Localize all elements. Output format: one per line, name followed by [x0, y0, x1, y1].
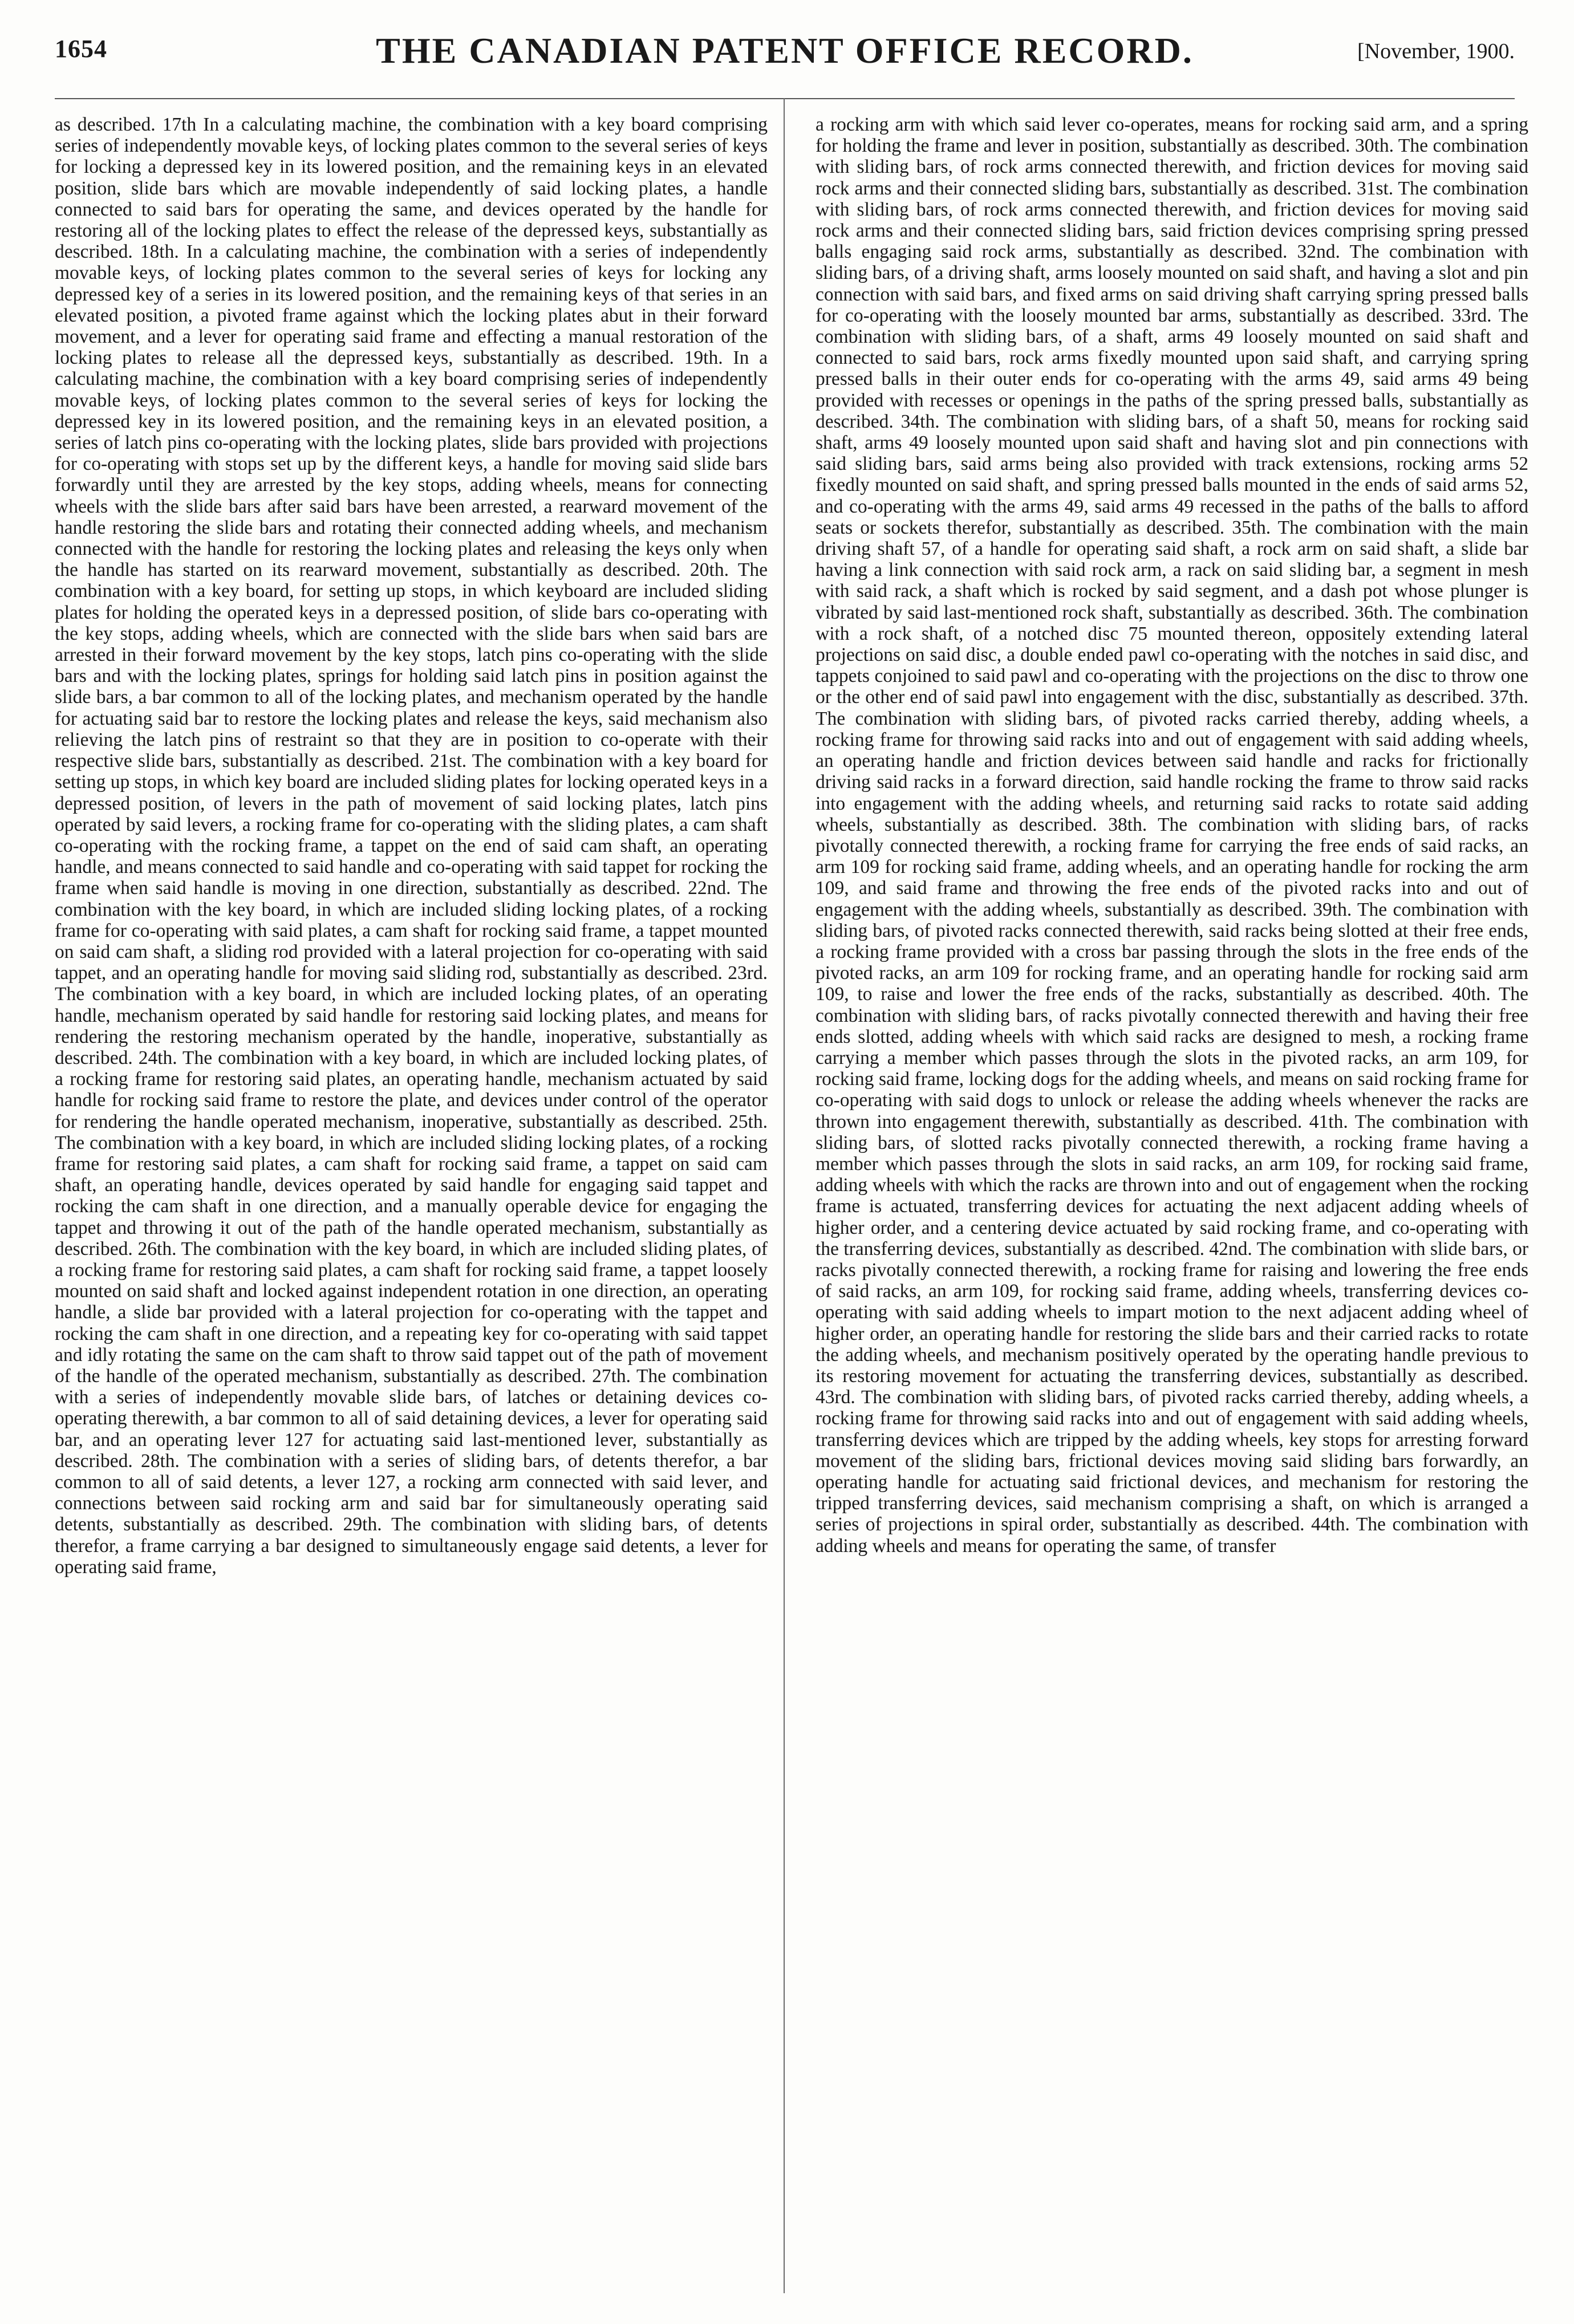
column-divider: [784, 98, 785, 2293]
right-column-text: a rocking arm with which said lever co-operates, means for rocking said arm, and a spring for holding the frame and lever in position, substantially as described. 30th. The combination with sliding bars, of rock arms connected therewith, and friction devices for moving said rock arms and their connected sliding bars, substantially as described. 31st. The combination with sliding bars, of rock arms connected therewith, and friction devices for moving said rock arms and their connected sliding bars, said friction devices comprising spring pressed balls engaging said rock arms, substantially as described. 32nd. The combination with sliding bars, of a driving shaft, arms loosely mounted on said shaft, and having a slot and pin connection with said bars, and fixed arms on said driving shaft carrying spring pressed balls for co-operating with the loosely mounted bar arms, substantially as described. 33rd. The combination with sliding bars, of a shaft, arms 49 loosely mounted on said shaft and connected to said bars, rock arms fixedly mounted upon said shaft, and carrying spring pressed balls in their outer ends for co-operating with the arms 49, said arms 49 being provided with recesses or openings in the paths of the spring pressed balls, substantially as described. 34th. The combination with sliding bars, of a shaft 50, means for rocking said shaft, arms 49 loosely mounted upon said shaft and having slot and pin connections with said sliding bars, said arms being also provided with track extensions, rocking arms 52 fixedly mounted on said shaft, and spring pressed balls mounted in the ends of said arms 52, and co-operating with the arms 49, said arms 49 recessed in the paths of the balls to afford seats or sockets therefor, substantially as described. 35th. The combination with the main driving shaft 57, of a handle for operating said shaft, a rock arm on said shaft, a slide bar having a link connection with said rock arm, a rack on said sliding bar, a segment in mesh with said rack, a shaft which is rocked by said segment, and a dash pot whose plunger is vibrated by said last-mentioned rock shaft, substantially as described. 36th. The combination with a rock shaft, of a notched disc 75 mounted thereon, oppositely extending lateral projections on said disc, a double ended pawl co-operating with the notches in said disc, and tappets conjoined to said pawl and co-operating with the projections on the disc to throw one or the other end of said pawl into engagement with the disc, substantially as described. 37th. The combination with sliding bars, of pivoted racks carried thereby, adding wheels, a rocking frame for throwing said racks into and out of engagement with said adding wheels, an operating handle and friction devices between said handle and racks for frictionally driving said racks in a forward direction, said handle rocking the frame to throw said racks into engagement with the adding wheels, and returning said racks to rotate said adding wheels, substantially as described. 38th. The combination with sliding bars, of racks pivotally connected therewith, a rocking frame for carrying the free ends of said racks, an arm 109 for rocking said frame, adding wheels, and an operating handle for rocking the arm 109, and said frame and throwing the free ends of the pivoted racks into and out of engagement with the adding wheels, substantially as described. 39th. The combination with sliding bars, of pivoted racks connected therewith, said racks being slotted at their free ends, a rocking frame provided with a cross bar passing through the slots in the free ends of the pivoted racks, an arm 109 for rocking frame, and an operating handle for rocking said arm 109, to raise and lower the free ends of the racks, substantially as described. 40th. The combination with sliding bars, of racks pivotally connected therewith and having their free ends slotted, adding wheels with which said racks are designed to mesh, a rocking frame carrying a member which passes through the slots in the pivoted racks, an arm 109, for rocking said frame, locking dogs for the adding wheels, and means on said rocking frame for co-operating with said dogs to unlock or release the adding wheels whenever the racks are thrown into engagement therewith, substantially as described. 41th. The combination with sliding bars, of slotted racks pivotally connected therewith, a rocking frame having a member which passes through the slots in said racks, an arm 109, for rocking said frame, adding wheels with which the racks are thrown into and out of engagement when the rocking frame is actuated, transferring devices for actuating the next adjacent adding wheels of higher order, and a centering device actuated by said rocking frame, and co-operating with the transferring devices, substantially as described. 42nd. The combination with slide bars, or racks pivotally connected therewith, a rocking frame for raising and lowering the free ends of said racks, an arm 109, for rocking said frame, adding wheels, transferring devices co-operating with said adding wheels to impart motion to the next adjacent adding wheel of higher order, an operating handle for restoring the slide bars and their carried racks to rotate the adding wheels, and mechanism positively operated by the operating handle previous to its restoring movement for actuating the transferring devices, substantially as described. 43rd. The combination with sliding bars, of pivoted racks carried thereby, adding wheels, a rocking frame for throwing said racks into and out of engagement with said adding wheels, transferring devices which are tripped by the adding wheels, key stops for arresting forward movement of the sliding bars, frictional devices moving said sliding bars forwardly, an operating handle for actuating said frictional devices, and mechanism for restoring the tripped transferring devices, said mechanism comprising a shaft, on which is arranged a series of projections in spiral order, substantially as described. 44th. The combination with adding wheels and means for operating the same, of transfer: [816, 114, 1528, 1557]
page-number: 1654: [55, 35, 107, 63]
header-rule: [55, 98, 1515, 99]
issue-date: [November, 1900.: [1357, 39, 1515, 63]
page-header: [55, 30, 1515, 81]
left-column-text: as described. 17th In a calculating machine, the combination with a key board comprising series of independently movable keys, of locking plates common to the several series of keys for locking a depressed key in its lowered position, and the remaining keys in an elevated position, slide bars which are movable independently of said locking plates, a handle connected to said bars for operating the same, and devices operated by the handle for restoring all of the locking plates to effect the release of the depressed keys, substantially as described. 18th. In a calculating machine, the combination with a series of independently movable keys, of locking plates common to the several series of keys for locking any depressed key of a series in its lowered position, and the remaining keys of that series in an elevated position, a pivoted frame against which the locking plates abut in their forward movement, and a lever for operating said frame and effecting a manual restoration of the locking plates to release all the depressed keys, substantially as described. 19th. In a calculating machine, the combination with a key board comprising series of independently movable keys, of locking plates common to the several series of keys for locking the depressed key in its lowered position, and the remaining keys in an elevated position, a series of latch pins co-operating with the locking plates, slide bars provided with projections for co-operating with stops set up by the different keys, a handle for moving said slide bars forwardly until they are arrested by the key stops, adding wheels, means for connecting wheels with the slide bars after said bars have been arrested, a rearward movement of the handle restoring the slide bars and rotating their connected adding wheels, and mechanism connected with the handle for restoring the locking plates and releasing the keys only when the handle has started on its rearward movement, substantially as described. 20th. The combination with a key board, for setting up stops, in which keyboard are included sliding plates for holding the operated keys in a depressed position, of slide bars co-operating with the key stops, adding wheels, which are connected with the slide bars when said bars are arrested in their forward movement by the key stops, latch pins co-operating with the slide bars and with the locking plates, springs for holding said latch pins in position against the slide bars, a bar common to all of the locking plates, and mechanism operated by the handle for actuating said bar to restore the locking plates and release the keys, said mechanism also relieving the latch pins of restraint so that they are in position to co-operate with their respective slide bars, substantially as described. 21st. The combination with a key board for setting up stops, in which key board are included sliding plates for locking operated keys in a depressed position, of levers in the path of movement of said locking plates, latch pins operated by said levers, a rocking frame for co-operating with the sliding plates, a cam shaft co-operating with the rocking frame, a tappet on the end of said cam shaft, an operating handle, and means connected to said handle and co-operating with said tappet for rocking the frame when said handle is moving in one direction, substantially as described. 22nd. The combination with the key board, in which are included sliding locking plates, of a rocking frame for co-operating with said plates, a cam shaft for rocking said frame, a tappet mounted on said cam shaft, a sliding rod provided with a lateral projection for co-operating with said tappet, and an operating handle for moving said sliding rod, substantially as described. 23rd. The combination with a key board, in which are included locking plates, of an operating handle, mechanism operated by said handle for restoring said locking plates, and means for rendering the restoring mechanism operated by the handle, inoperative, substantially as described. 24th. The combination with a key board, in which are included locking plates, of a rocking frame for restoring said plates, an operating handle, mechanism actuated by said handle for rocking said frame to restore the plate, and devices under control of the operator for rendering the handle operated mechanism, inoperative, substantially as described. 25th. The combination with a key board, in which are included sliding locking plates, of a rocking frame for restoring said plates, a cam shaft for rocking said frame, a tappet on said cam shaft, an operating handle, devices operated by said handle for engaging said tappet and rocking the cam shaft in one direction, and a manually operable device for engaging the tappet and throwing it out of the path of the handle operated mechanism, substantially as described. 26th. The combination with the key board, in which are included sliding plates, of a rocking frame for restoring said plates, a cam shaft for rocking said frame, a tappet loosely mounted on said shaft and locked against independent rotation in one direction, an operating handle, a slide bar provided with a lateral projection for co-operating with the tappet and rocking the cam shaft in one direction, and a repeating key for co-operating with said tappet and idly rotating the same on the cam shaft to throw said tappet out of the path of movement of the handle of the operated mechanism, substantially as described. 27th. The combination with a series of independently movable slide bars, of latches or detaining devices co-operating therewith, a bar common to all of said detaining devices, a lever for operating said bar, and an operating lever 127 for actuating said last-mentioned lever, substantially as described. 28th. The combination with a series of sliding bars, of detents therefor, a bar common to all of said detents, a lever 127, a rocking arm connected with said lever, and connections between said rocking arm and said bar for simultaneously operating said detents, substantially as described. 29th. The combination with sliding bars, of detents therefor, a frame carrying a bar designed to simultaneously engage said detents, a lever for operating said frame,: [55, 114, 768, 1578]
page-title: THE CANADIAN PATENT OFFICE RECORD.: [376, 30, 1194, 71]
